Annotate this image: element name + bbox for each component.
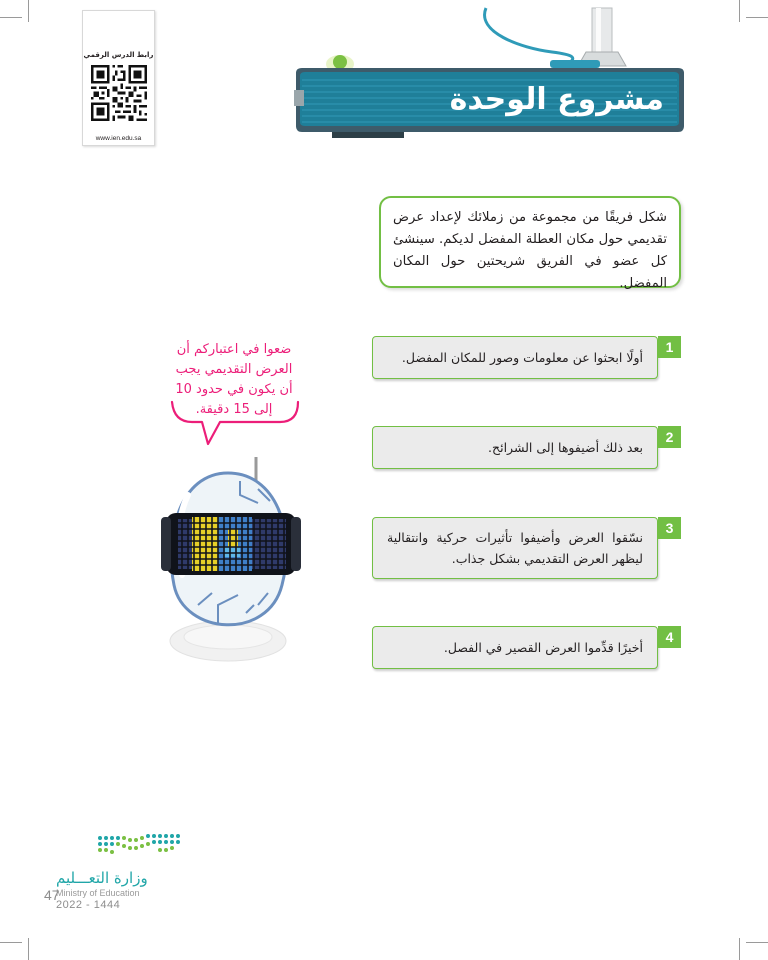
- step-number-badge: 1: [658, 336, 681, 358]
- crop-mark: [0, 942, 22, 943]
- step-text: أولًا ابحثوا عن معلومات وصور للمكان المفضل.: [401, 350, 643, 365]
- crop-mark: [746, 17, 768, 18]
- step-text: نسّقوا العرض وأضيفوا تأثيرات حركية وانتقالية ليظهر العرض التقديمي بشكل جذاب.: [387, 530, 643, 566]
- digital-lesson-qr-card[interactable]: [82, 10, 155, 146]
- crop-mark: [28, 0, 29, 22]
- crop-mark: [739, 0, 740, 22]
- crop-mark: [739, 938, 740, 960]
- tip-text: ضعوا في اعتباركم أن العرض التقديمي يجب أن يكون في حدود 10 إلى 15 دقيقة.: [175, 342, 293, 417]
- qr-card-url: www.ien.edu.sa: [95, 135, 142, 142]
- qr-code-icon: [91, 65, 147, 121]
- speech-bubble-icon: [168, 400, 302, 448]
- ministry-logo-icon: [40, 830, 190, 870]
- crop-mark: [746, 942, 768, 943]
- ministry-name-arabic: وزارة التعـــليم: [56, 869, 148, 887]
- step-box: [372, 517, 658, 579]
- step-box: [372, 426, 658, 469]
- qr-card-title: رابط الدرس الرقمي: [83, 51, 154, 59]
- edition-year: 2022 - 1444: [56, 899, 121, 911]
- step-number-badge: 2: [658, 426, 681, 448]
- unit-title: مشروع الوحدة: [449, 82, 664, 117]
- step-number-badge: 3: [658, 517, 681, 539]
- project-intro-box: [379, 196, 681, 291]
- robot-illustration: [158, 455, 308, 685]
- ministry-name-english: Ministry of Education: [56, 888, 140, 898]
- step-box: [372, 336, 658, 379]
- step-number-badge: 4: [658, 626, 681, 648]
- crop-mark: [0, 17, 22, 18]
- crop-mark: [28, 938, 29, 960]
- step-text: أخيرًا قدِّموا العرض القصير في الفصل.: [443, 640, 643, 655]
- unit-banner: [280, 0, 690, 145]
- step-text: بعد ذلك أضيفوها إلى الشرائح.: [488, 440, 643, 455]
- step-box: [372, 626, 658, 669]
- page-number: 47: [44, 887, 60, 903]
- project-intro-text: شكل فريقًا من مجموعة من زملائك لإعداد عرض تقديمي حول مكان العطلة المفضل لديكم. سينشئ كل عضو في الفريق شريحتين حول المكان المفضل.: [393, 210, 667, 291]
